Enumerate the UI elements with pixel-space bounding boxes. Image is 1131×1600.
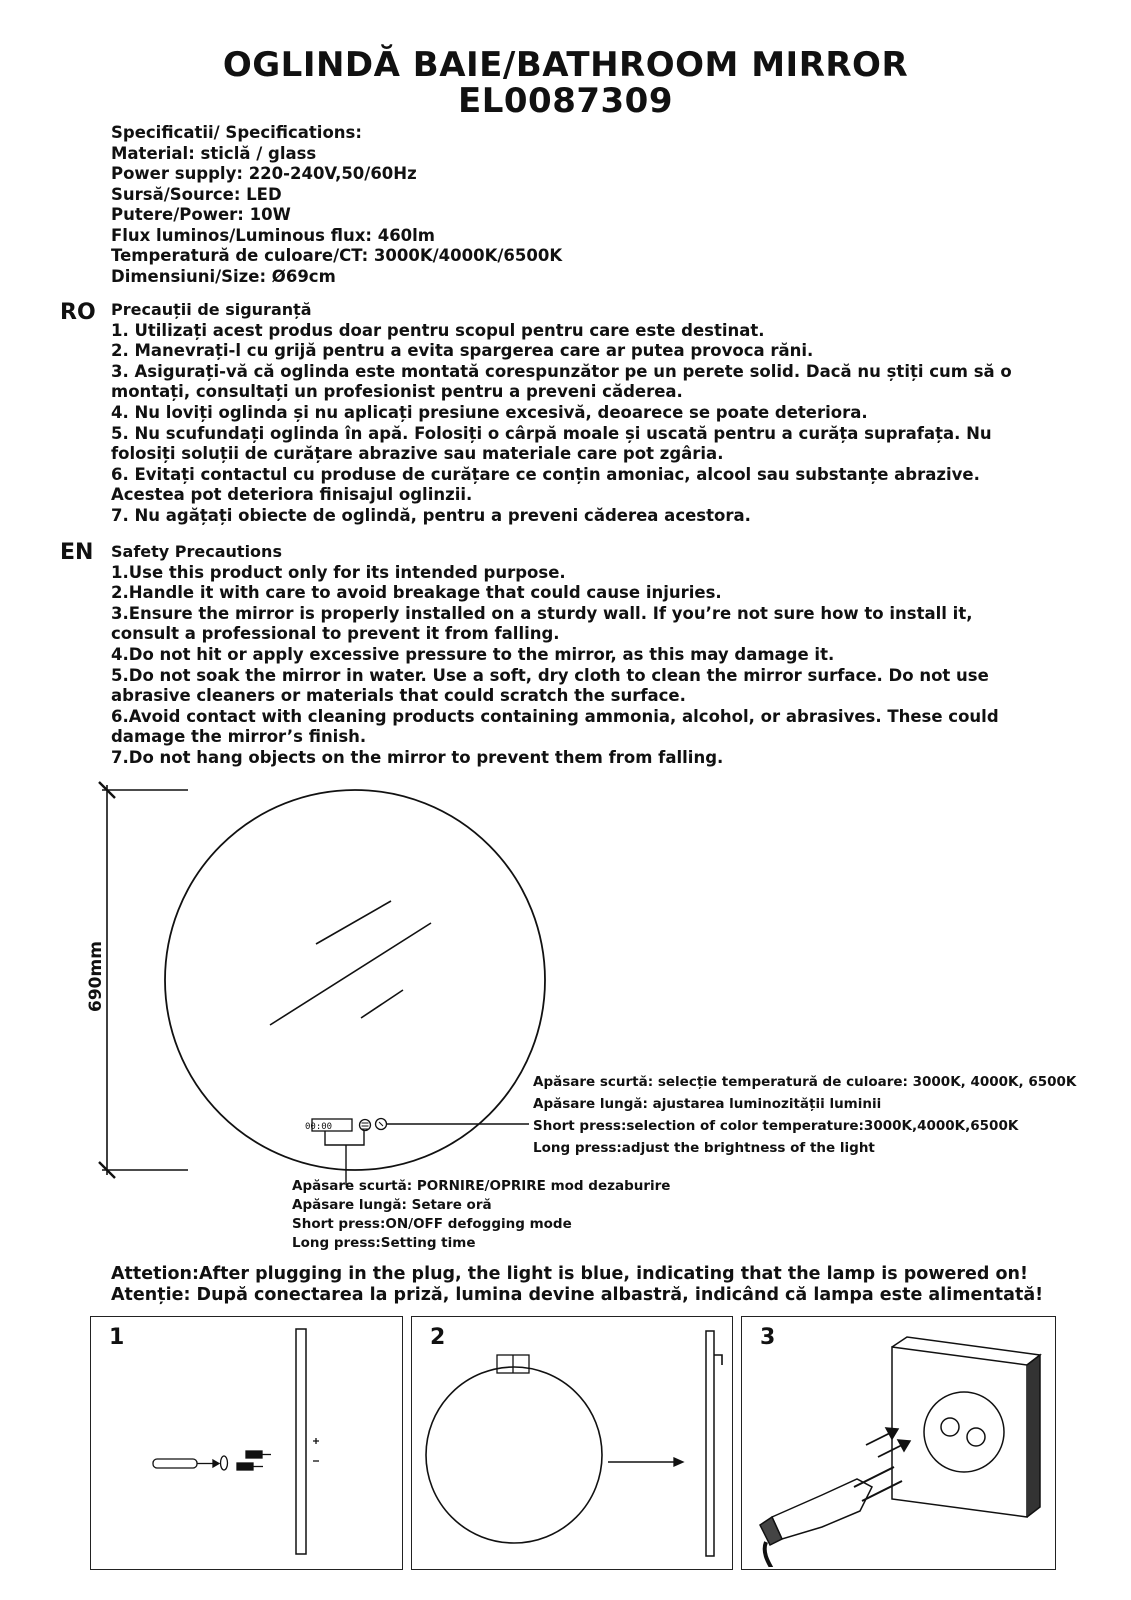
attention-line-en: Attetion:After plugging in the plug, the light is blue, indicating that the lamp is powered on! [111, 1264, 1028, 1284]
step-3-illustration [742, 1317, 1054, 1567]
en-heading: Safety Precautions [111, 542, 282, 561]
power-plug-icon [772, 1479, 872, 1539]
callout-line: Apăsare scurtă: PORNIRE/OPRIRE mod dezaburire [292, 1178, 671, 1194]
ro-line: 6. Evitați contactul cu produse de curățare ce conțin amoniac, alcool sau substanțe abrazive. [111, 464, 980, 484]
callout-line: Short press:ON/OFF defogging mode [292, 1216, 572, 1232]
spec-color-temperature: Temperatură de culoare/CT: 3000K/4000K/6500K [111, 246, 563, 265]
spec-source: Sursă/Source: LED [111, 184, 282, 204]
en-line: consult a professional to prevent it from falling. [111, 624, 560, 644]
mirror-side-icon [706, 1331, 714, 1556]
step-number: 3 [760, 1325, 776, 1350]
ro-line: 1. Utilizați acest produs doar pentru scopul pentru care este destinat. [111, 320, 765, 340]
spec-power: Putere/Power: 10W [111, 205, 291, 224]
spec-size: Dimensiuni/Size: Ø69cm [111, 266, 336, 286]
wall-socket-icon [892, 1347, 1027, 1517]
spec-material: Material: sticlă / glass [111, 143, 317, 163]
mirror-outline [165, 790, 545, 1170]
mirror-side-icon [296, 1329, 306, 1554]
spec-luminous-flux: Flux luminos/Luminous flux: 460lm [111, 225, 435, 245]
ro-line: 3. Asigurați-vă că oglinda este montată corespunzător pe un perete solid. Dacă nu știți cum să o [111, 361, 1012, 381]
screw-icon [237, 1463, 253, 1470]
bottom-callout [292, 1177, 670, 1253]
ro-heading: Precauții de siguranță [111, 300, 312, 319]
step-number: 1 [109, 1325, 125, 1350]
product-code: EL0087309 [458, 81, 673, 121]
insert-arrow [866, 1433, 890, 1445]
power-cable [765, 1542, 772, 1567]
step-panel-1 [90, 1316, 403, 1570]
attention-line-ro: Atenție: După conectarea la priză, lumina devine albastră, indicând că lampa este alimentată! [111, 1285, 1044, 1305]
en-line: 6.Avoid contact with cleaning products containing ammonia, alcohol, or abrasives. These could [111, 706, 999, 726]
mirror-front-icon [426, 1367, 602, 1543]
clock-display-text: 00:00 [305, 1122, 333, 1132]
step-2-illustration [412, 1317, 732, 1567]
right-callout [533, 1071, 1076, 1159]
ro-line: 5. Nu scufundați oglinda în apă. Folosiți o cârpă moale și uscată pentru a curăța suprafața. Nu [111, 423, 992, 443]
en-line: abrasive cleaners or materials that could scratch the surface. [111, 686, 686, 706]
insert-arrow [878, 1445, 902, 1457]
en-language-tag: EN [60, 540, 94, 565]
en-line: 3.Ensure the mirror is properly installed on a sturdy wall. If you’re not sure how to install it, [111, 603, 973, 623]
callout-line: Apăsare lungă: ajustarea luminozității luminii [533, 1096, 882, 1112]
reflection-line [270, 923, 431, 1025]
reflection-line [316, 901, 391, 944]
screw-icon [246, 1451, 262, 1458]
spec-heading: Specificatii/ Specifications: [111, 123, 362, 142]
callout-line: Long press:adjust the brightness of the light [533, 1140, 875, 1156]
en-line: 5.Do not soak the mirror in water. Use a soft, dry cloth to clean the mirror surface. Do not use [111, 665, 989, 685]
attention-note [111, 1264, 1043, 1306]
ro-line: 7. Nu agățați obiecte de oglindă, pentru a preveni căderea acestora. [111, 505, 751, 525]
screwdriver-handle-icon [153, 1459, 197, 1468]
ro-line: folosiți soluții de curățare abrazive sau materiale care pot zgâria. [111, 444, 724, 464]
callout-line: Apăsare lungă: Setare oră [292, 1197, 492, 1213]
step-1-illustration [91, 1317, 401, 1567]
en-line: 1.Use this product only for its intended purpose. [111, 562, 566, 582]
document-title: OGLINDĂ BAIE/BATHROOM MIRROR [222, 45, 909, 85]
ro-line: 4. Nu loviți oglinda și nu aplicați presiune excesivă, deoarece se poate deteriora. [111, 402, 868, 422]
reflection-line [361, 990, 403, 1018]
ro-language-tag: RO [60, 300, 96, 325]
ro-line: Acestea pot deteriora finisajul oglinzii. [111, 485, 473, 505]
en-line: 2.Handle it with care to avoid breakage that could cause injuries. [111, 583, 722, 603]
callout-line: Apăsare scurtă: selecție temperatură de culoare: 3000K, 4000K, 6500K [533, 1074, 1077, 1090]
ro-line: montați, consultați un profesionist pentru a preveni căderea. [111, 382, 683, 402]
step-number: 2 [430, 1325, 446, 1350]
dimension-label: 690mm [86, 941, 106, 1012]
spec-power-supply: Power supply: 220-240V,50/60Hz [111, 164, 417, 183]
en-line: 4.Do not hit or apply excessive pressure to the mirror, as this may damage it. [111, 644, 835, 664]
bottom-leader-bracket [325, 1131, 364, 1145]
callout-line: Long press:Setting time [292, 1235, 476, 1251]
wall-plug-icon [221, 1456, 228, 1470]
ro-line: 2. Manevrați-l cu grijă pentru a evita spargerea care ar putea provoca răni. [111, 341, 814, 361]
en-line: 7.Do not hang objects on the mirror to prevent them from falling. [111, 747, 724, 767]
step-panel-2 [411, 1316, 733, 1570]
callout-line: Short press:selection of color temperature:3000K,4000K,6500K [533, 1118, 1019, 1134]
en-line: damage the mirror’s finish. [111, 727, 367, 747]
step-panel-3 [741, 1316, 1056, 1570]
